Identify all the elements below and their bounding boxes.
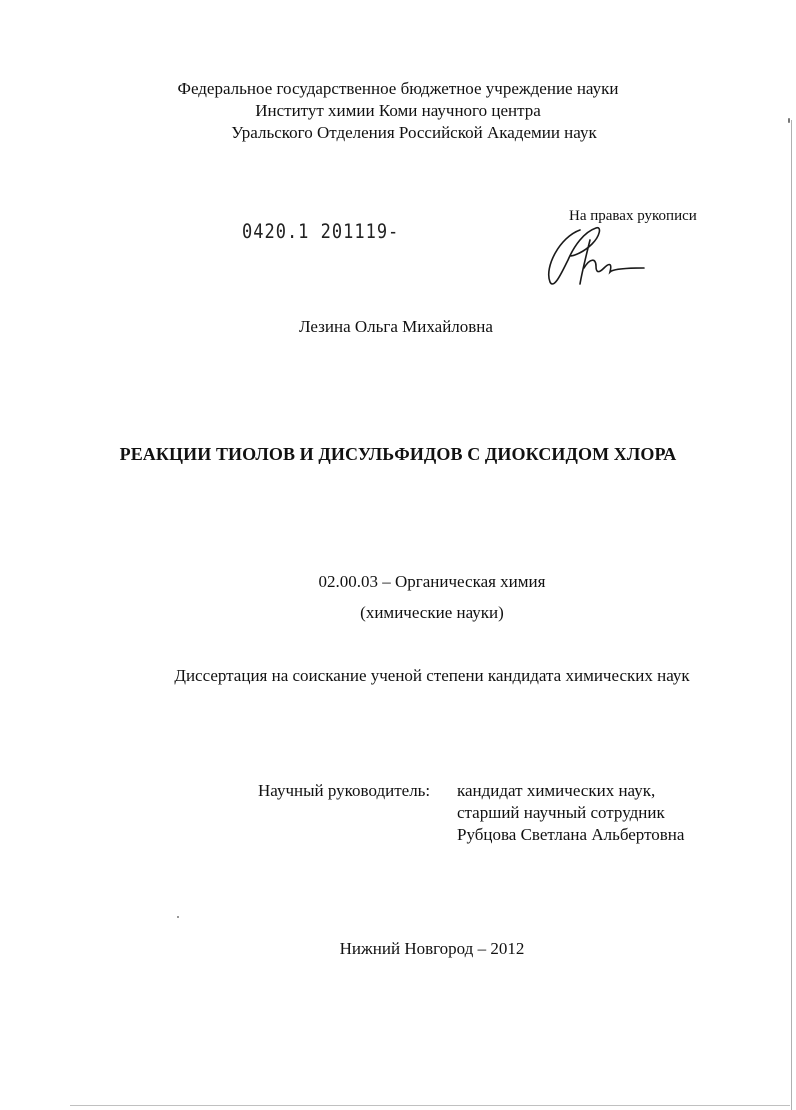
city-year: Нижний Новгород – 2012 bbox=[339, 939, 525, 958]
scan-speck bbox=[177, 916, 179, 918]
supervisor-position: старший научный сотрудник bbox=[457, 803, 665, 822]
scan-edge-right bbox=[791, 120, 792, 1110]
institution-line-1: Федеральное государственное бюджетное учреждение науки bbox=[177, 79, 619, 98]
specialty-field: (химические науки) bbox=[360, 603, 504, 622]
supervisor-name: Рубцова Светлана Альбертовна bbox=[457, 825, 685, 844]
manuscript-note: На правах рукописи bbox=[569, 208, 697, 224]
signature-icon bbox=[540, 222, 650, 297]
degree-statement: Диссертация на соискание ученой степени кандидата химических наук bbox=[174, 666, 690, 685]
author-name: Лезина Ольга Михайловна bbox=[299, 317, 493, 336]
registration-stamp: 0420.1 201119- bbox=[242, 220, 400, 244]
dissertation-title: РЕАКЦИИ ТИОЛОВ И ДИСУЛЬФИДОВ С ДИОКСИДОМ ХЛОРА bbox=[119, 444, 677, 464]
scan-speck bbox=[788, 118, 790, 123]
specialty-code: 02.00.03 – Органическая химия bbox=[318, 572, 546, 591]
institution-line-2: Институт химии Коми научного центра bbox=[255, 101, 541, 120]
supervisor-label: Научный руководитель: bbox=[258, 781, 431, 800]
scan-edge-bottom bbox=[70, 1105, 790, 1106]
supervisor-degree: кандидат химических наук, bbox=[457, 781, 656, 800]
institution-line-3: Уральского Отделения Российской Академии наук bbox=[231, 123, 597, 142]
